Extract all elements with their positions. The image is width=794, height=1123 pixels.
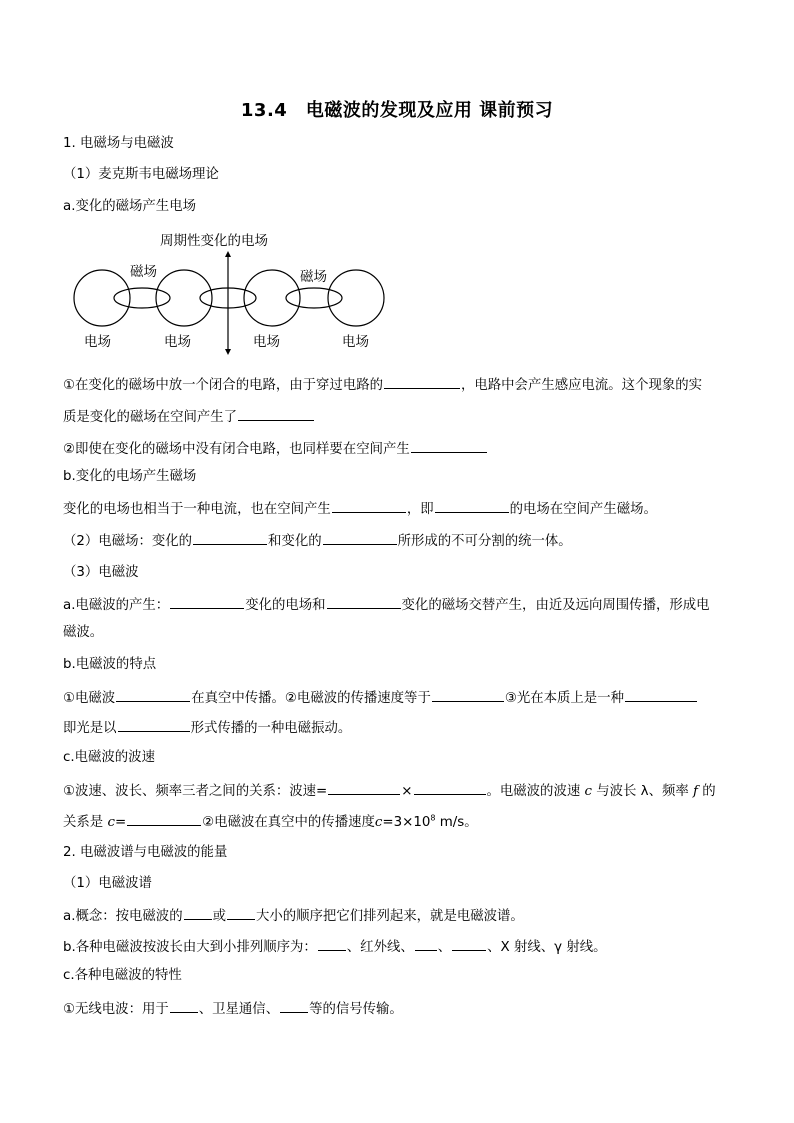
fill-blank[interactable] (118, 717, 190, 732)
magnetic-label: 磁场 (300, 269, 327, 285)
electric-field-loop (156, 270, 212, 326)
fill-blank[interactable] (280, 998, 308, 1013)
item-heading: c.各种电磁波的特性 (63, 968, 182, 983)
paragraph: 磁波。 (63, 625, 104, 640)
fill-blank[interactable] (170, 998, 198, 1013)
page-title: 13.4 电磁波的发现及应用 课前预习 (240, 100, 554, 121)
paragraph: 变化的电场也相当于一种电流，也在空间产生 ，即 的电场在空间产生磁场。 (63, 498, 733, 520)
paragraph: 关系是 c= ②电磁波在真空中的传播速度$c=3\times 10^8$ m/s。 (63, 811, 733, 833)
paragraph: b.各种电磁波按波长由大到小排列顺序为： 、红外线、 、 、X 射线、γ 射线。 (63, 936, 733, 958)
electric-label: 电场 (342, 334, 369, 350)
paragraph: 质是变化的磁场在空间产生了 (63, 406, 733, 428)
item-heading: b.电磁波的特点 (63, 657, 157, 672)
fill-blank[interactable] (414, 780, 486, 795)
paragraph: 即光是以 形式传播的一种电磁振动。 (63, 717, 733, 739)
section-heading: 2. 电磁波谱与电磁波的能量 (63, 845, 228, 860)
electric-label: 电场 (84, 334, 111, 350)
section-heading: 1. 电磁场与电磁波 (63, 136, 174, 151)
item-heading: a.变化的磁场产生电场 (63, 199, 196, 214)
fill-blank[interactable] (127, 811, 201, 826)
fill-blank[interactable] (170, 594, 244, 609)
fill-blank[interactable] (184, 905, 212, 920)
magnetic-field-loop (114, 288, 170, 308)
fill-blank[interactable] (327, 594, 401, 609)
fill-blank[interactable] (116, 687, 190, 702)
fill-blank[interactable] (625, 687, 697, 702)
fill-blank[interactable] (323, 530, 397, 545)
fill-blank[interactable] (332, 498, 406, 513)
diagram-top-label: 周期性变化的电场 (160, 233, 268, 249)
item-heading: c.电磁波的波速 (63, 750, 155, 765)
paragraph: ①无线电波：用于 、卫星通信、 等的信号传输。 (63, 998, 733, 1020)
item-heading: b.变化的电场产生磁场 (63, 469, 197, 484)
paragraph: ②即使在变化的磁场中没有闭合电路，也同样要在空间产生 (63, 438, 733, 460)
fill-blank[interactable] (384, 374, 460, 389)
fill-blank[interactable] (411, 438, 487, 453)
subsection-heading: （3）电磁波 (63, 565, 139, 580)
fill-blank[interactable] (435, 498, 509, 513)
fill-blank[interactable] (415, 936, 437, 951)
fill-blank[interactable] (227, 905, 255, 920)
paragraph: ①电磁波 在真空中传播。②电磁波的传播速度等于 ③光在本质上是一种 (63, 687, 733, 709)
fill-blank[interactable] (238, 406, 314, 421)
paragraph: ①在变化的磁场中放一个闭合的电路，由于穿过电路的 ，电路中会产生感应电流。这个现象的实 (63, 374, 733, 396)
field-diagram (60, 228, 400, 360)
electric-field-loop (244, 270, 300, 326)
magnetic-label: 磁场 (130, 264, 157, 280)
magnetic-field-loop (286, 288, 342, 308)
fill-blank[interactable] (432, 687, 504, 702)
paragraph: ①波速、波长、频率三者之间的关系：波速= × 。电磁波的波速 c 与波长 λ、频率 f 的 (63, 780, 733, 802)
electric-label: 电场 (253, 334, 280, 350)
electric-label: 电场 (164, 334, 191, 350)
paragraph: a.电磁波的产生： 变化的电场和 变化的磁场交替产生，由近及远向周围传播，形成电 (63, 594, 733, 616)
electric-field-loop (74, 270, 130, 326)
paragraph: （2）电磁场：变化的 和变化的 所形成的不可分割的统一体。 (63, 530, 733, 552)
fill-blank[interactable] (452, 936, 486, 951)
electric-field-loop (328, 270, 384, 326)
paragraph: a.概念：按电磁波的 或 大小的顺序把它们排列起来，就是电磁波谱。 (63, 905, 733, 927)
fill-blank[interactable] (328, 780, 400, 795)
fill-blank[interactable] (193, 530, 267, 545)
subsection-heading: （1）麦克斯韦电磁场理论 (63, 167, 219, 182)
subsection-heading: （1）电磁波谱 (63, 876, 152, 891)
fill-blank[interactable] (318, 936, 346, 951)
